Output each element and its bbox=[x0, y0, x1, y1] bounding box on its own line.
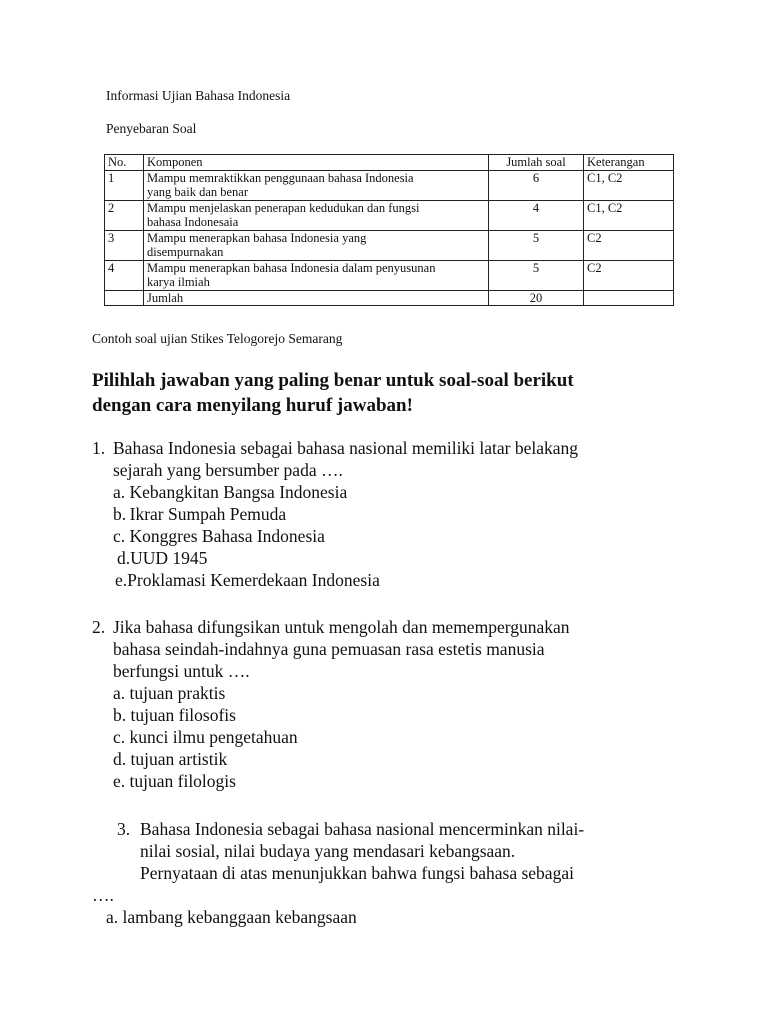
question-line: sejarah yang bersumber pada …. bbox=[113, 460, 343, 480]
komponen-line: Mampu menerapkan bahasa Indonesia yang bbox=[147, 230, 367, 245]
table-header-row bbox=[105, 155, 674, 171]
cell-keterangan: C1, C2 bbox=[584, 200, 674, 230]
question-line: Jika bahasa difungsikan untuk mengolah dan memempergunakan bbox=[113, 617, 570, 637]
cell-no-empty bbox=[105, 290, 144, 306]
question-line: bahasa seindah-indahnya guna pemuasan rasa estetis manusia bbox=[113, 639, 545, 659]
question-line: nilai sosial, nilai budaya yang mendasari kebangsaan. bbox=[140, 841, 516, 861]
option-d: d.UUD 1945 bbox=[117, 548, 208, 568]
instruction-line: dengan cara menyilang huruf jawaban! bbox=[92, 395, 413, 416]
komponen-line: Mampu memraktikkan penggunaan bahasa Indonesia bbox=[147, 170, 414, 185]
question-line: Bahasa Indonesia sebagai bahasa nasional mencerminkan nilai- bbox=[140, 819, 585, 839]
instruction-text bbox=[92, 368, 574, 418]
cell-no: 3 bbox=[105, 230, 144, 260]
header-no: No. bbox=[105, 155, 144, 171]
question-distribution-table bbox=[104, 154, 674, 306]
example-note: Contoh soal ujian Stikes Telogorejo Semarang bbox=[92, 331, 343, 346]
cell-keterangan-empty bbox=[584, 290, 674, 306]
section-subtitle: Penyebaran Soal bbox=[106, 121, 197, 136]
option-d: d. tujuan artistik bbox=[113, 749, 228, 769]
cell-total-label: Jumlah bbox=[144, 290, 489, 306]
cell-keterangan: C2 bbox=[584, 230, 674, 260]
cell-no: 2 bbox=[105, 200, 144, 230]
cell-komponen bbox=[144, 260, 489, 290]
option-a: a. lambang kebanggaan kebangsaan bbox=[106, 907, 357, 927]
option-a: a. tujuan praktis bbox=[113, 683, 226, 703]
header-keterangan: Keterangan bbox=[584, 155, 674, 171]
cell-jumlah: 6 bbox=[489, 170, 584, 200]
table-row bbox=[105, 260, 674, 290]
cell-jumlah: 5 bbox=[489, 260, 584, 290]
header-komponen: Komponen bbox=[144, 155, 489, 171]
option-c: c. kunci ilmu pengetahuan bbox=[113, 727, 298, 747]
table-row bbox=[105, 200, 674, 230]
option-c: c. Konggres Bahasa Indonesia bbox=[113, 526, 325, 546]
option-a: a. Kebangkitan Bangsa Indonesia bbox=[113, 482, 348, 502]
question-3 bbox=[140, 818, 584, 884]
cell-jumlah: 5 bbox=[489, 230, 584, 260]
table-total-row bbox=[105, 290, 674, 306]
table-row bbox=[105, 230, 674, 260]
option-e: e. tujuan filologis bbox=[113, 771, 236, 791]
instruction-line: Pilihlah jawaban yang paling benar untuk soal-soal berikut bbox=[92, 370, 574, 391]
komponen-line: Mampu menjelaskan penerapan kedudukan dan fungsi bbox=[147, 200, 420, 215]
option-b: b. tujuan filosofis bbox=[113, 705, 236, 725]
question-2 bbox=[113, 616, 570, 792]
question-line: berfungsi untuk …. bbox=[113, 661, 250, 681]
komponen-line: disempurnakan bbox=[147, 245, 224, 259]
komponen-line: yang baik dan benar bbox=[147, 185, 249, 199]
page-title: Informasi Ujian Bahasa Indonesia bbox=[106, 88, 291, 103]
cell-komponen bbox=[144, 170, 489, 200]
option-b: b. Ikrar Sumpah Pemuda bbox=[113, 504, 287, 524]
komponen-line: Mampu menerapkan bahasa Indonesia dalam penyusunan bbox=[147, 260, 436, 275]
cell-total-value: 20 bbox=[489, 290, 584, 306]
question-line: Bahasa Indonesia sebagai bahasa nasional memiliki latar belakang bbox=[113, 438, 579, 458]
question-line-ellipsis: …. bbox=[92, 885, 114, 905]
komponen-line: karya ilmiah bbox=[147, 275, 210, 289]
option-e: e.Proklamasi Kemerdekaan Indonesia bbox=[115, 570, 380, 590]
cell-komponen bbox=[144, 230, 489, 260]
cell-komponen bbox=[144, 200, 489, 230]
table-row bbox=[105, 170, 674, 200]
cell-jumlah: 4 bbox=[489, 200, 584, 230]
cell-no: 4 bbox=[105, 260, 144, 290]
komponen-line: bahasa Indonesaia bbox=[147, 215, 239, 229]
question-number: 1. bbox=[92, 438, 106, 458]
cell-keterangan: C2 bbox=[584, 260, 674, 290]
question-number: 3. bbox=[117, 819, 131, 839]
question-number: 2. bbox=[92, 617, 106, 637]
cell-no: 1 bbox=[105, 170, 144, 200]
question-line: Pernyataan di atas menunjukkan bahwa fungsi bahasa sebagai bbox=[140, 863, 574, 883]
question-1 bbox=[113, 437, 578, 591]
cell-keterangan: C1, C2 bbox=[584, 170, 674, 200]
header-jumlah: Jumlah soal bbox=[489, 155, 584, 171]
